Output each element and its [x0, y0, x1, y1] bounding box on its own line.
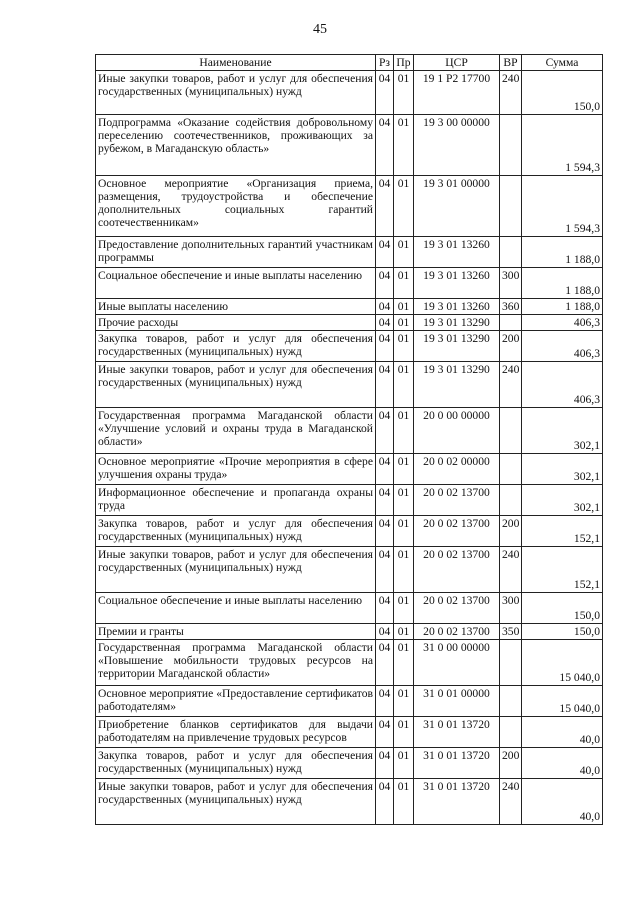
header-pr: Пр: [394, 55, 414, 71]
row-vr: 200: [500, 331, 522, 362]
row-pr: 01: [394, 299, 414, 315]
row-pr: 01: [394, 315, 414, 331]
row-pr: 01: [394, 71, 414, 115]
row-pr: 01: [394, 176, 414, 237]
row-rz: 04: [376, 315, 394, 331]
row-sum: 40,0: [522, 717, 603, 748]
row-sum: 1 594,3: [522, 115, 603, 176]
row-vr: [500, 640, 522, 686]
row-name: Иные выплаты населению: [96, 299, 376, 315]
row-sum: 406,3: [522, 331, 603, 362]
table-row: [96, 593, 603, 624]
row-vr: 240: [500, 362, 522, 408]
row-name: Государственная программа Магаданской области «Повышение мобильности трудовых ресурсов на территории Магаданской области»: [96, 640, 376, 686]
table-row: [96, 237, 603, 268]
row-csr: 19 3 01 13290: [414, 331, 500, 362]
table-row: [96, 331, 603, 362]
row-name: Премии и гранты: [96, 624, 376, 640]
row-vr: [500, 485, 522, 516]
row-vr: 200: [500, 748, 522, 779]
budget-table: [95, 54, 603, 825]
row-name: Предоставление дополнительных гарантий участникам программы: [96, 237, 376, 268]
row-rz: 04: [376, 454, 394, 485]
row-sum: 15 040,0: [522, 640, 603, 686]
row-name: Основное мероприятие «Предоставление сертификатов работодателям»: [96, 686, 376, 717]
row-vr: 360: [500, 299, 522, 315]
row-csr: 19 1 Р2 17700: [414, 71, 500, 115]
row-vr: 300: [500, 268, 522, 299]
row-sum: 152,1: [522, 516, 603, 547]
row-pr: 01: [394, 593, 414, 624]
table-row: [96, 115, 603, 176]
row-rz: 04: [376, 71, 394, 115]
row-sum: 406,3: [522, 362, 603, 408]
row-sum: 302,1: [522, 454, 603, 485]
row-rz: 04: [376, 268, 394, 299]
row-csr: 31 0 01 13720: [414, 748, 500, 779]
row-csr: 20 0 02 13700: [414, 547, 500, 593]
row-vr: 240: [500, 71, 522, 115]
row-csr: 20 0 02 13700: [414, 516, 500, 547]
row-sum: 302,1: [522, 485, 603, 516]
row-csr: 31 0 01 13720: [414, 717, 500, 748]
header-row: [96, 55, 603, 71]
header-vr: ВР: [500, 55, 522, 71]
row-name: Иные закупки товаров, работ и услуг для обеспечения государственных (муниципальных) нужд: [96, 547, 376, 593]
header-csr: ЦСР: [414, 55, 500, 71]
row-sum: 150,0: [522, 624, 603, 640]
row-name: Иные закупки товаров, работ и услуг для обеспечения государственных (муниципальных) нужд: [96, 71, 376, 115]
row-vr: [500, 176, 522, 237]
table-row: [96, 408, 603, 454]
row-vr: 300: [500, 593, 522, 624]
row-pr: 01: [394, 547, 414, 593]
row-rz: 04: [376, 748, 394, 779]
row-csr: 19 3 00 00000: [414, 115, 500, 176]
row-pr: 01: [394, 362, 414, 408]
row-rz: 04: [376, 237, 394, 268]
table-row: [96, 299, 603, 315]
table-row: [96, 640, 603, 686]
row-pr: 01: [394, 624, 414, 640]
row-sum: 40,0: [522, 748, 603, 779]
row-sum: 1 594,3: [522, 176, 603, 237]
row-vr: 240: [500, 547, 522, 593]
row-sum: 1 188,0: [522, 299, 603, 315]
row-csr: 19 3 01 13260: [414, 268, 500, 299]
row-name: Закупка товаров, работ и услуг для обеспечения государственных (муниципальных) нужд: [96, 748, 376, 779]
table-row: [96, 315, 603, 331]
row-pr: 01: [394, 516, 414, 547]
row-name: Закупка товаров, работ и услуг для обеспечения государственных (муниципальных) нужд: [96, 331, 376, 362]
row-name: Социальное обеспечение и иные выплаты населению: [96, 593, 376, 624]
row-pr: 01: [394, 331, 414, 362]
row-vr: 240: [500, 779, 522, 825]
table-row: [96, 779, 603, 825]
row-rz: 04: [376, 176, 394, 237]
row-rz: 04: [376, 362, 394, 408]
row-csr: 20 0 02 13700: [414, 485, 500, 516]
row-rz: 04: [376, 331, 394, 362]
row-name: Социальное обеспечение и иные выплаты населению: [96, 268, 376, 299]
row-csr: 20 0 00 00000: [414, 408, 500, 454]
table-row: [96, 362, 603, 408]
header-rz: Рз: [376, 55, 394, 71]
row-pr: 01: [394, 115, 414, 176]
row-vr: [500, 686, 522, 717]
row-pr: 01: [394, 454, 414, 485]
row-sum: 40,0: [522, 779, 603, 825]
row-rz: 04: [376, 485, 394, 516]
row-rz: 04: [376, 547, 394, 593]
row-rz: 04: [376, 640, 394, 686]
row-name: Приобретение бланков сертификатов для выдачи работодателям на привлечение трудовых ресурсов: [96, 717, 376, 748]
row-vr: 350: [500, 624, 522, 640]
row-rz: 04: [376, 299, 394, 315]
row-sum: 152,1: [522, 547, 603, 593]
row-vr: [500, 315, 522, 331]
table-row: [96, 748, 603, 779]
row-pr: 01: [394, 268, 414, 299]
table-row: [96, 686, 603, 717]
row-sum: 150,0: [522, 593, 603, 624]
row-sum: 15 040,0: [522, 686, 603, 717]
row-csr: 19 3 01 13290: [414, 362, 500, 408]
row-rz: 04: [376, 624, 394, 640]
row-csr: 19 3 01 00000: [414, 176, 500, 237]
header-name: Наименование: [96, 55, 376, 71]
page-number: 45: [313, 22, 327, 37]
row-csr: 31 0 01 13720: [414, 779, 500, 825]
table-row: [96, 454, 603, 485]
row-vr: [500, 408, 522, 454]
table-row: [96, 71, 603, 115]
row-pr: 01: [394, 748, 414, 779]
row-name: Закупка товаров, работ и услуг для обеспечения государственных (муниципальных) нужд: [96, 516, 376, 547]
row-vr: 200: [500, 516, 522, 547]
row-vr: [500, 454, 522, 485]
row-vr: [500, 237, 522, 268]
row-name: Прочие расходы: [96, 315, 376, 331]
row-pr: 01: [394, 237, 414, 268]
row-pr: 01: [394, 408, 414, 454]
table-row: [96, 176, 603, 237]
row-csr: 20 0 02 00000: [414, 454, 500, 485]
row-csr: 31 0 00 00000: [414, 640, 500, 686]
row-rz: 04: [376, 717, 394, 748]
row-sum: 302,1: [522, 408, 603, 454]
row-name: Иные закупки товаров, работ и услуг для обеспечения государственных (муниципальных) нужд: [96, 779, 376, 825]
row-rz: 04: [376, 408, 394, 454]
row-rz: 04: [376, 686, 394, 717]
row-sum: 1 188,0: [522, 237, 603, 268]
row-pr: 01: [394, 717, 414, 748]
row-rz: 04: [376, 115, 394, 176]
row-pr: 01: [394, 485, 414, 516]
header-sum: Сумма: [522, 55, 603, 71]
table-row: [96, 717, 603, 748]
row-rz: 04: [376, 516, 394, 547]
table-row: [96, 624, 603, 640]
row-csr: 31 0 01 00000: [414, 686, 500, 717]
row-name: Иные закупки товаров, работ и услуг для обеспечения государственных (муниципальных) нужд: [96, 362, 376, 408]
table-row: [96, 485, 603, 516]
table-row: [96, 516, 603, 547]
row-rz: 04: [376, 593, 394, 624]
row-name: Основное мероприятие «Прочие мероприятия в сфере улучшения охраны труда»: [96, 454, 376, 485]
row-csr: 19 3 01 13290: [414, 315, 500, 331]
row-csr: 19 3 01 13260: [414, 237, 500, 268]
row-name: Государственная программа Магаданской области «Улучшение условий и охраны труда в Магаданской области»: [96, 408, 376, 454]
row-name: Подпрограмма «Оказание содействия добровольному переселению соотечественников, проживающих за рубежом, в Магаданскую область»: [96, 115, 376, 176]
row-vr: [500, 717, 522, 748]
row-pr: 01: [394, 779, 414, 825]
row-pr: 01: [394, 640, 414, 686]
row-csr: 19 3 01 13260: [414, 299, 500, 315]
row-name: Основное мероприятие «Организация приема, размещения, трудоустройства и обеспечение дополнительных социальных гарантий соотечественникам»: [96, 176, 376, 237]
row-pr: 01: [394, 686, 414, 717]
row-csr: 20 0 02 13700: [414, 593, 500, 624]
table-row: [96, 268, 603, 299]
row-sum: 1 188,0: [522, 268, 603, 299]
row-name: Информационное обеспечение и пропаганда охраны труда: [96, 485, 376, 516]
row-sum: 150,0: [522, 71, 603, 115]
row-sum: 406,3: [522, 315, 603, 331]
row-vr: [500, 115, 522, 176]
row-rz: 04: [376, 779, 394, 825]
row-csr: 20 0 02 13700: [414, 624, 500, 640]
table-row: [96, 547, 603, 593]
